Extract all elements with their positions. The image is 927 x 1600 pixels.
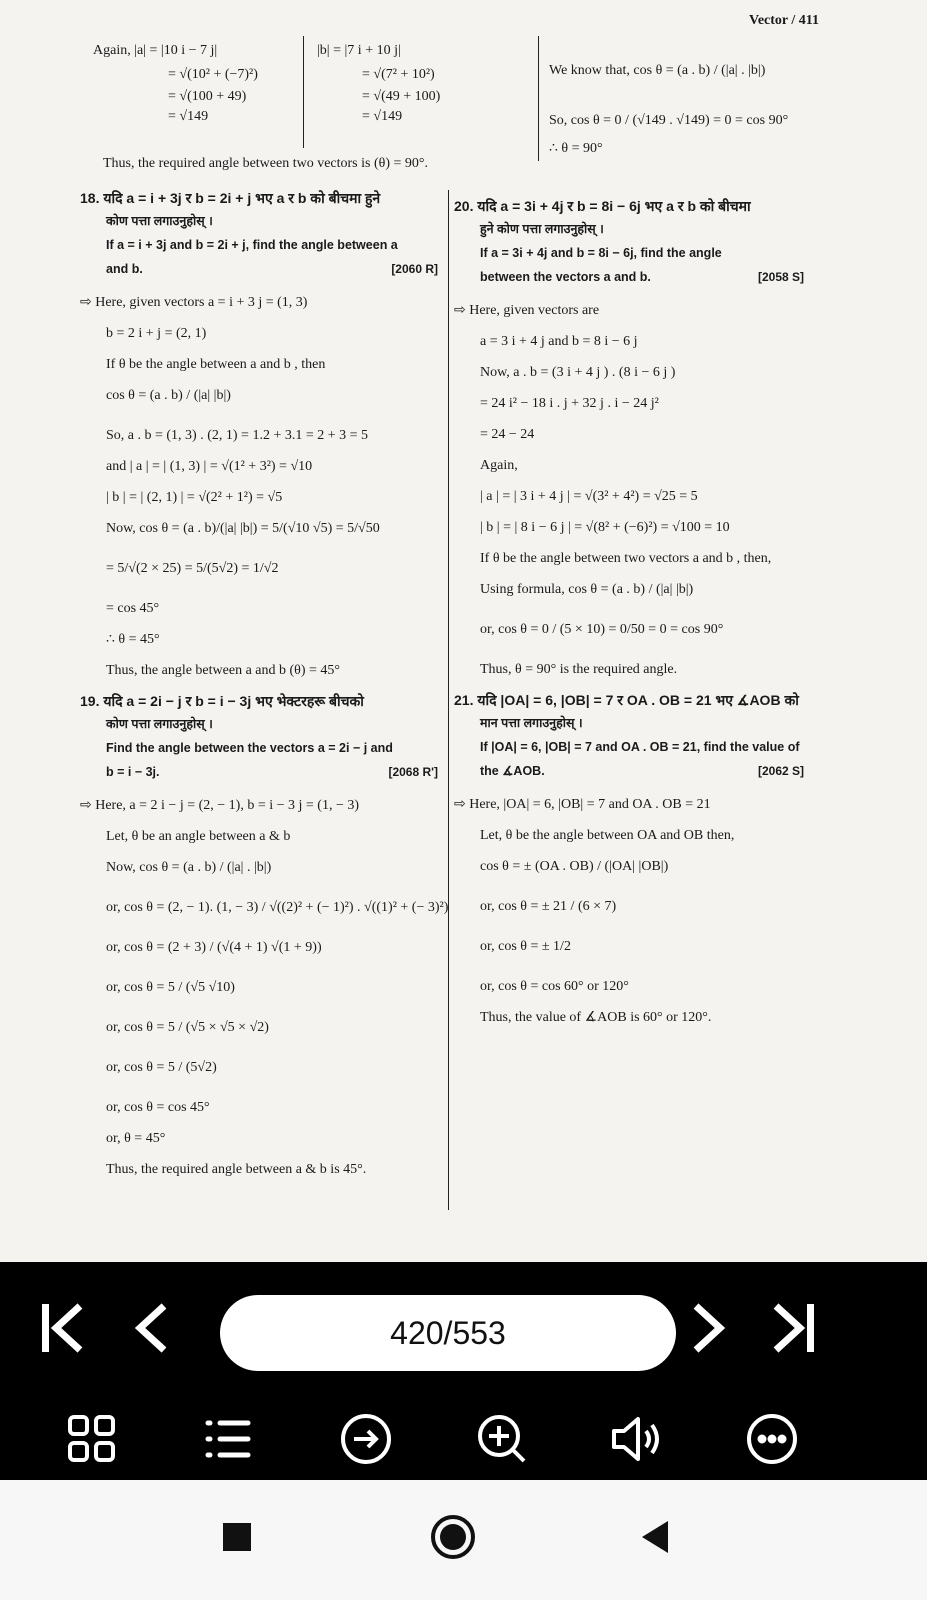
reader-toolbar [0,1262,927,1480]
solution-line: If θ be the angle between a and b , then [106,357,326,372]
solution-line: or, cos θ = 5 / (5√2) [106,1060,217,1075]
solution-line: ⇨ Here, given vectors are [454,303,600,318]
math-line: = √149 [168,109,209,124]
solution-line: Let, θ be the angle between OA and OB then, [480,828,735,843]
exam-tag: [2060 R] [391,262,438,276]
previous-page-icon[interactable] [132,1300,172,1360]
solution-line: ∴ θ = 45° [106,632,160,647]
question-text: If |OA| = 6, |OB| = 7 and OA . OB = 21, find the value of [480,740,800,754]
divider [303,36,304,148]
solution-line: Now, cos θ = (a . b)/(|a| |b|) = 5/(√10 √5) = 5/√50 [106,521,380,536]
solution-line: ⇨ Here, a = 2 i − j = (2, − 1), b = i − 3 j = (1, − 3) [80,798,360,813]
exam-tag: [2062 S] [757,764,804,778]
exam-tag: [2058 S] [757,270,804,284]
solution-line: or, cos θ = 5 / (√5 × √5 × √2) [106,1020,269,1035]
home-button[interactable] [430,1514,476,1565]
solution-line: | b | = | 8 i − 6 j | = √(8² + (−6)²) = √100 = 10 [480,520,730,535]
next-page-icon[interactable] [688,1300,728,1360]
solution-line: ⇨ Here, given vectors a = i + 3 j = (1, 3) [80,295,308,310]
solution-line: Thus, the value of ∡AOB is 60° or 120°. [480,1010,712,1025]
solution-line: ⇨ Here, |OA| = 6, |OB| = 7 and OA . OB = 21 [454,797,711,812]
solution-line: So, a . b = (1, 3) . (2, 1) = 1.2 + 3.1 = 2 + 3 = 5 [106,428,369,443]
solution-line: = cos 45° [106,601,160,616]
math-line: = √(7² + 10²) [362,67,435,82]
solution-line: Thus, θ = 90° is the required angle. [480,662,678,677]
solution-line: = 24 − 24 [480,427,535,442]
solution-line: cos θ = (a . b) / (|a| |b|) [106,388,231,403]
question-heading: 19. यदि a = 2i − j र b = i − 3j भए भेक्टरहरू बीचको [80,693,364,709]
question-text: कोण पत्ता लगाउनुहोस् । [106,214,213,228]
page-header: Vector / 411 [749,13,819,28]
solution-line: or, cos θ = ± 1/2 [480,939,571,954]
question-text: कोण पत्ता लगाउनुहोस् । [106,717,213,731]
question-heading: 20. यदि a = 3i + 4j र b = 8i − 6j भए a र b को बीचमा [454,198,751,214]
solution-line: a = 3 i + 4 j and b = 8 i − 6 j [480,334,638,349]
solution-line: Now, cos θ = (a . b) / (|a| . |b|) [106,860,272,875]
solution-line: Let, θ be an angle between a & b [106,829,291,844]
more-icon[interactable] [740,1407,804,1471]
solution-line: Again, [480,458,518,473]
question-text: हुने कोण पत्ता लगाउनुहोस् । [480,222,604,236]
solution-line: cos θ = ± (OA . OB) / (|OA| |OB|) [480,859,669,874]
math-line: = √(100 + 49) [168,89,247,104]
question-text: If a = i + 3j and b = 2i + j, find the angle between a [106,238,398,252]
question-heading: 18. यदि a = i + 3j र b = 2i + j भए a र b को बीचमा हुने [80,190,381,206]
last-page-icon[interactable] [768,1300,818,1360]
solution-line: or, cos θ = 5 / (√5 √10) [106,980,235,995]
speaker-icon[interactable] [604,1407,668,1471]
question-text: मान पत्ता लगाउनुहोस् । [480,716,583,730]
divider [538,36,539,161]
solution-line: or, cos θ = cos 45° [106,1100,210,1115]
question-text: between the vectors a and b. [480,270,651,284]
list-icon[interactable] [196,1407,260,1471]
exam-tag: [2068 R'] [388,765,438,779]
recents-button[interactable] [222,1522,252,1557]
question-text: b = i − 3j. [106,765,160,779]
math-line: So, cos θ = 0 / (√149 . √149) = 0 = cos 90° [549,113,789,128]
math-line: = √149 [362,109,403,124]
solution-line: b = 2 i + j = (2, 1) [106,326,207,341]
solution-line: or, cos θ = cos 60° or 120° [480,979,629,994]
question-text: the ∡AOB. [480,764,545,778]
solution-line: Using formula, cos θ = (a . b) / (|a| |b|) [480,582,694,597]
solution-line: or, cos θ = (2, − 1). (1, − 3) / √((2)² + (− 1)²) . √((1)² + (− 3)²) [106,900,449,915]
solution-line: or, θ = 45° [106,1131,166,1146]
back-button[interactable] [640,1520,670,1559]
column-divider [448,190,449,1210]
solution-line: Now, a . b = (3 i + 4 j ) . (8 i − 6 j ) [480,365,676,380]
first-page-icon[interactable] [38,1300,88,1360]
system-navigation-bar [0,1480,927,1600]
solution-line: or, cos θ = 0 / (5 × 10) = 0/50 = 0 = cos 90° [480,622,724,637]
goto-icon[interactable] [334,1407,398,1471]
zoom-in-icon[interactable] [470,1407,534,1471]
solution-line: = 24 i² − 18 i . j + 32 j . i − 24 j² [480,396,659,411]
solution-line: and | a | = | (1, 3) | = √(1² + 3²) = √10 [106,459,313,474]
solution-line: Thus, the required angle between a & b is 45°. [106,1162,367,1177]
question-heading: 21. यदि |OA| = 6, |OB| = 7 र OA . OB = 21 भए ∡AOB को [454,692,799,708]
question-text: and b. [106,262,143,276]
solution-line: or, cos θ = ± 21 / (6 × 7) [480,899,617,914]
page-indicator[interactable]: 420/553 [220,1295,676,1371]
solution-line: | b | = | (2, 1) | = √(2² + 1²) = √5 [106,490,283,505]
solution-line: = 5/√(2 × 25) = 5/(5√2) = 1/√2 [106,561,279,576]
solution-line: Thus, the angle between a and b (θ) = 45° [106,663,341,678]
conclusion-text: Thus, the required angle between two vectors is (θ) = 90°. [103,156,428,171]
math-line: = √(49 + 100) [362,89,441,104]
math-line: |b| = |7 i + 10 j| [317,43,401,58]
solution-line: If θ be the angle between two vectors a and b , then, [480,551,772,566]
question-text: Find the angle between the vectors a = 2i − j and [106,741,393,755]
math-line: ∴ θ = 90° [549,141,603,156]
math-line: = √(10² + (−7)²) [168,67,258,82]
question-text: If a = 3i + 4j and b = 8i − 6j, find the angle [480,246,722,260]
math-line: We know that, cos θ = (a . b) / (|a| . |b|) [549,63,766,78]
solution-line: or, cos θ = (2 + 3) / (√(4 + 1) √(1 + 9)) [106,940,322,955]
solution-line: | a | = | 3 i + 4 j | = √(3² + 4²) = √25 = 5 [480,489,698,504]
grid-view-icon[interactable] [60,1407,124,1471]
math-line: Again, |a| = |10 i − 7 j| [93,43,218,58]
